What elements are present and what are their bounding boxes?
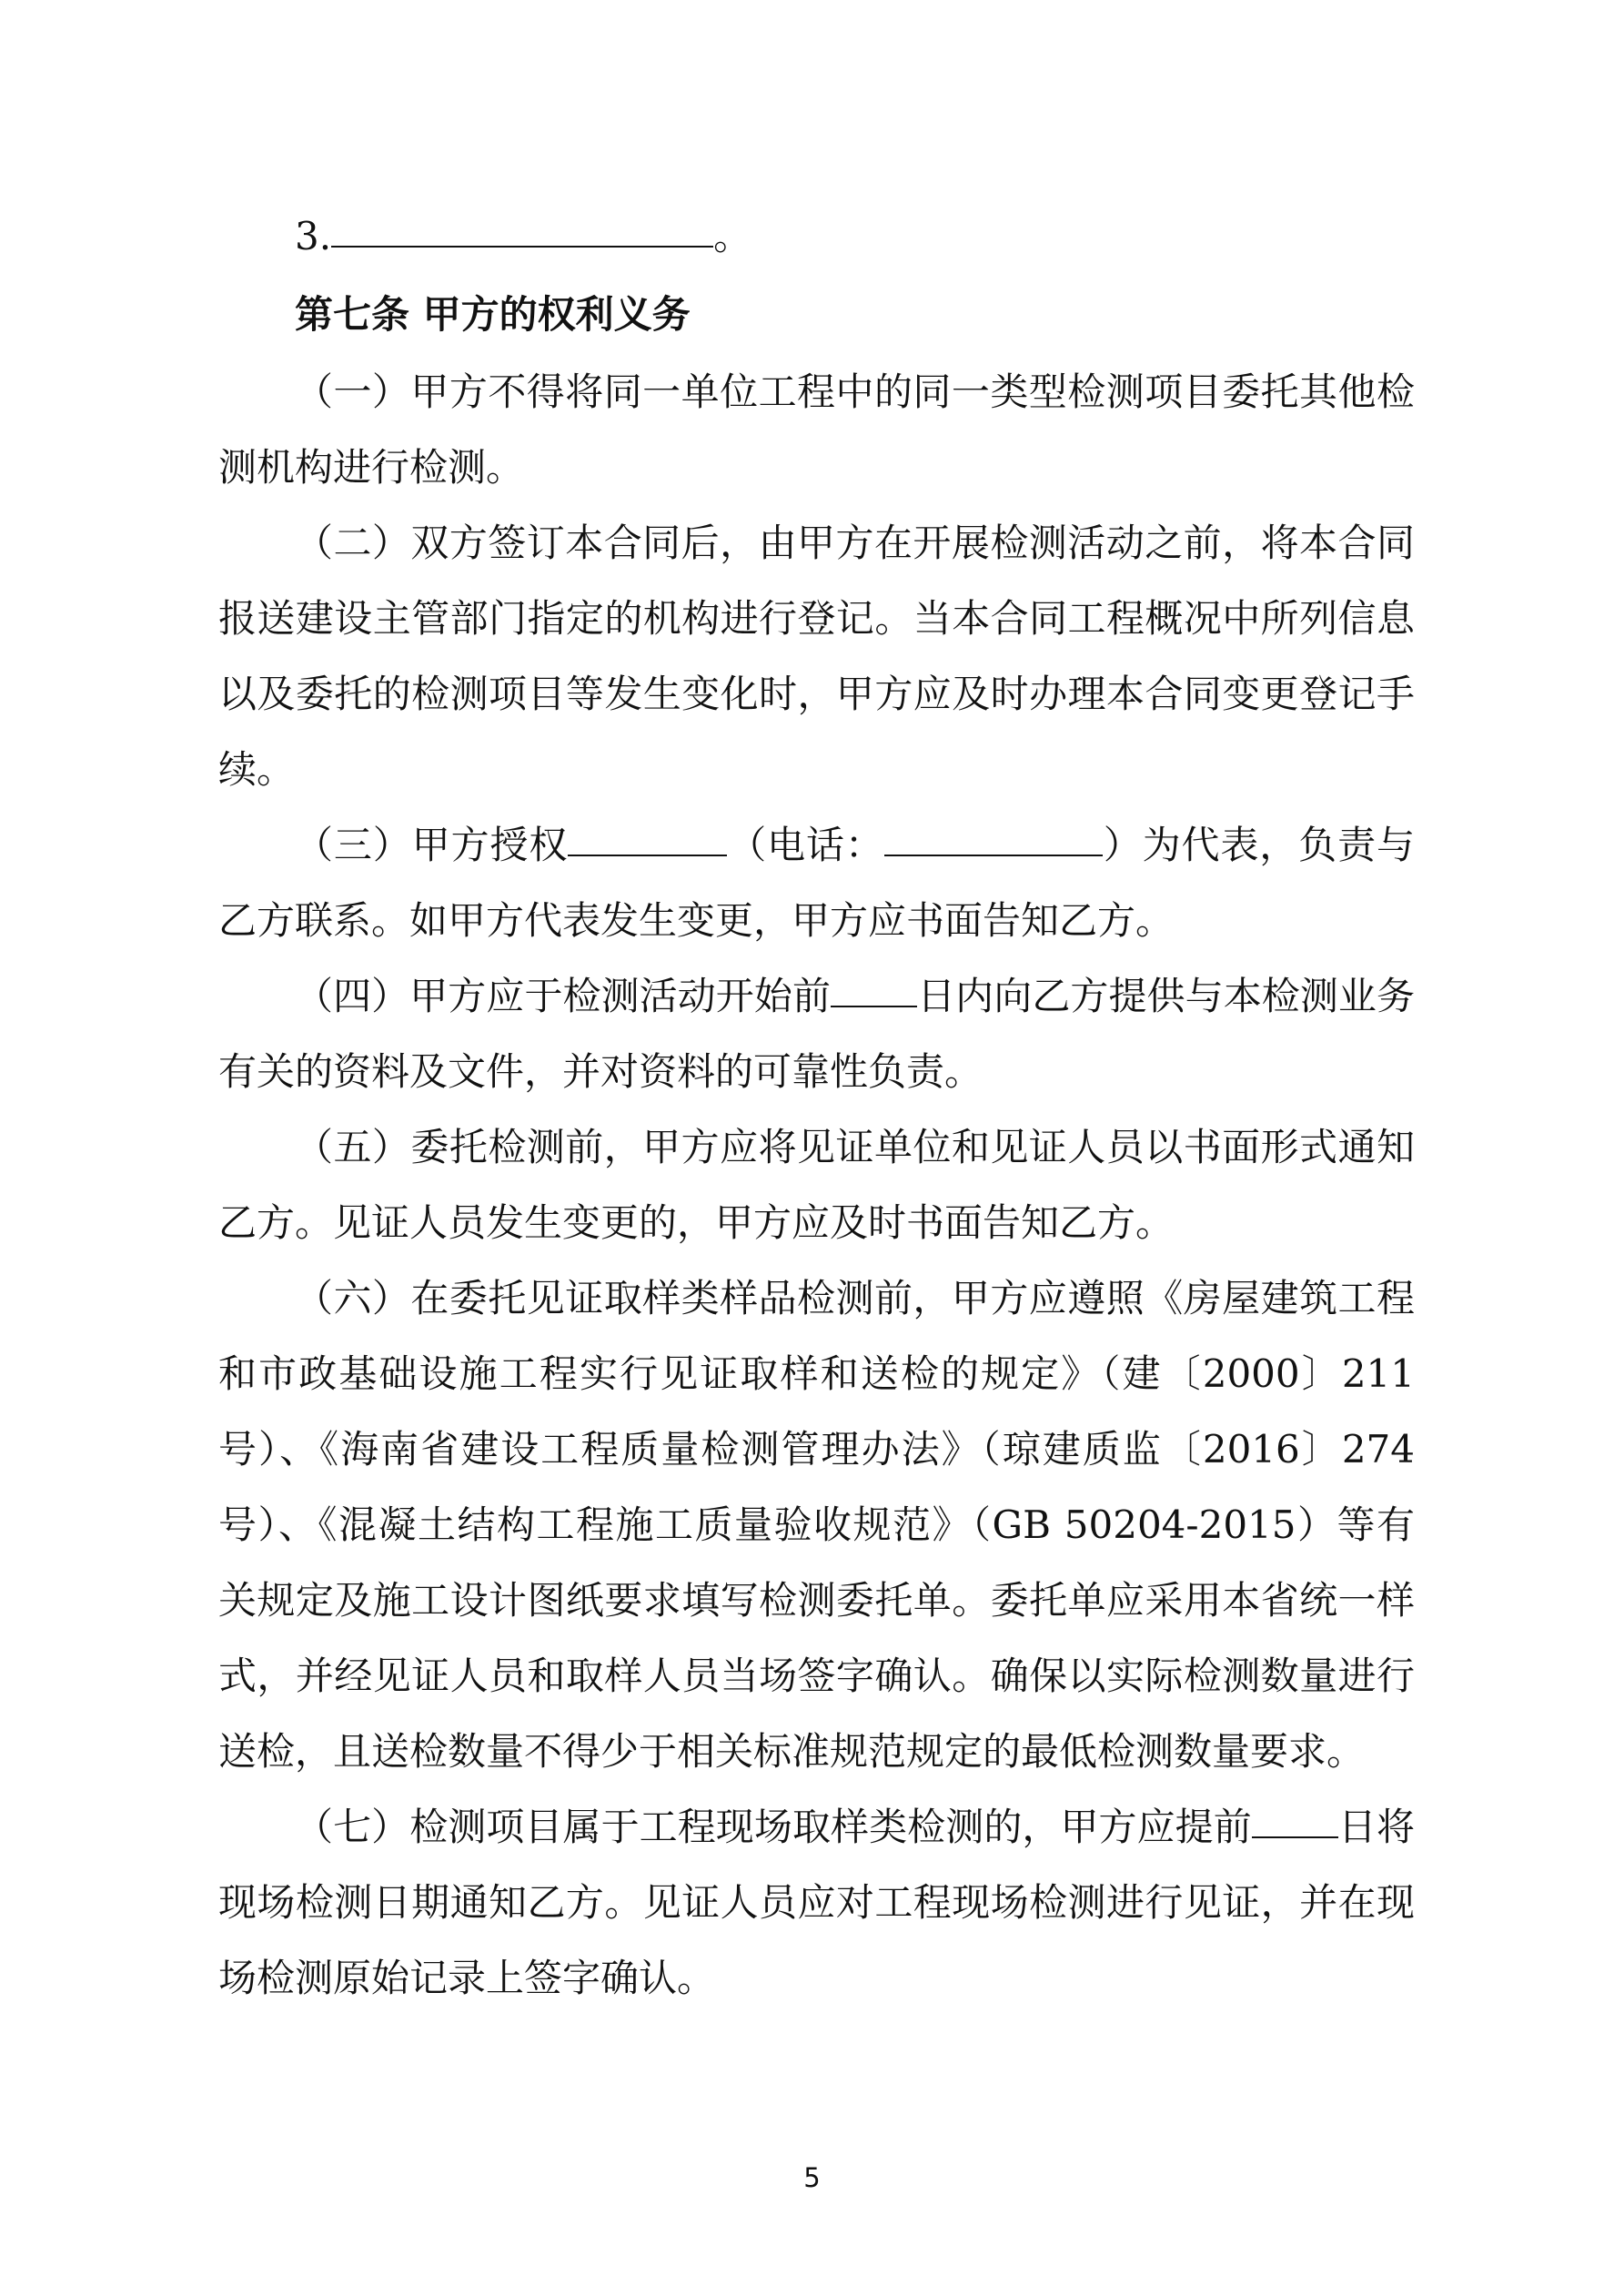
paragraph-7-part-2: 日将现场检测日期通知乙方。见证人员应对工程现场检测进行见证，并在现场检测原始记录上签字确认。 (218, 1805, 1415, 2000)
paragraph-7 (218, 1789, 1415, 2016)
paragraph-5: （五）委托检测前，甲方应将见证单位和见证人员以书面形式通知乙方。见证人员发生变更的，甲方应及时书面告知乙方。 (218, 1125, 1415, 1245)
paragraph-3-part-2: （电话： (727, 823, 884, 867)
item-3-number: 3. (295, 214, 332, 258)
representative-name-blank (568, 809, 727, 856)
article-7-heading: 第七条 甲方的权利义务 (295, 292, 691, 337)
item-3-end: 。 (713, 214, 752, 258)
paragraph-4 (218, 958, 1415, 1109)
days-before-blank (831, 960, 917, 1007)
paragraph-3-part-1: （三）甲方授权 (295, 823, 569, 867)
paragraph-3-part-3: ）为代表，负责与乙方联系。如甲方代表发生变更，甲方应书面告知乙方。 (218, 823, 1415, 943)
paragraph-2: （二）双方签订本合同后，由甲方在开展检测活动之前，将本合同报送建设主管部门指定的机构进行登记。当本合同工程概况中所列信息以及委托的检测项目等发生变化时，甲方应及时办理本合同变更登记手续。 (218, 521, 1415, 792)
paragraph-3 (218, 807, 1415, 958)
fill-in-blank-item-3 (331, 200, 713, 248)
page-number: 5 (803, 2162, 821, 2193)
representative-phone-blank (884, 809, 1103, 856)
paragraph-4-part-1: （四）甲方应于检测活动开始前 (295, 974, 832, 1018)
document-content (218, 198, 1415, 2016)
paragraph-7-part-1: （七）检测项目属于工程现场取样类检测的，甲方应提前 (295, 1805, 1252, 1849)
days-advance-blank (1252, 1791, 1338, 1838)
paragraph-1: （一）甲方不得将同一单位工程中的同一类型检测项目委托其他检测机构进行检测。 (218, 369, 1415, 490)
paragraph-4-part-2: 日内向乙方提供与本检测业务有关的资料及文件，并对资料的可靠性负责。 (218, 974, 1415, 1094)
item-3-line (218, 198, 1415, 274)
paragraph-6: （六）在委托见证取样类样品检测前，甲方应遵照《房屋建筑工程和市政基础设施工程实行见证取样和送检的规定》（建〔2000〕211 号）、《海南省建设工程质量检测管理办法》（琼建质监〔2016〕274 号）、《混凝土结构工程施工质量验收规范》（GB 50204-2015）等有关规定及施工设计图纸要求填写检测委托单。委托单应采用本省统一样式，并经见证人员和取样人员当场签字确认。确保以实际检测数量进行送检，且送检数量不得少于相关标准规范规定的最低检测数量要求。 (218, 1276, 1415, 1774)
